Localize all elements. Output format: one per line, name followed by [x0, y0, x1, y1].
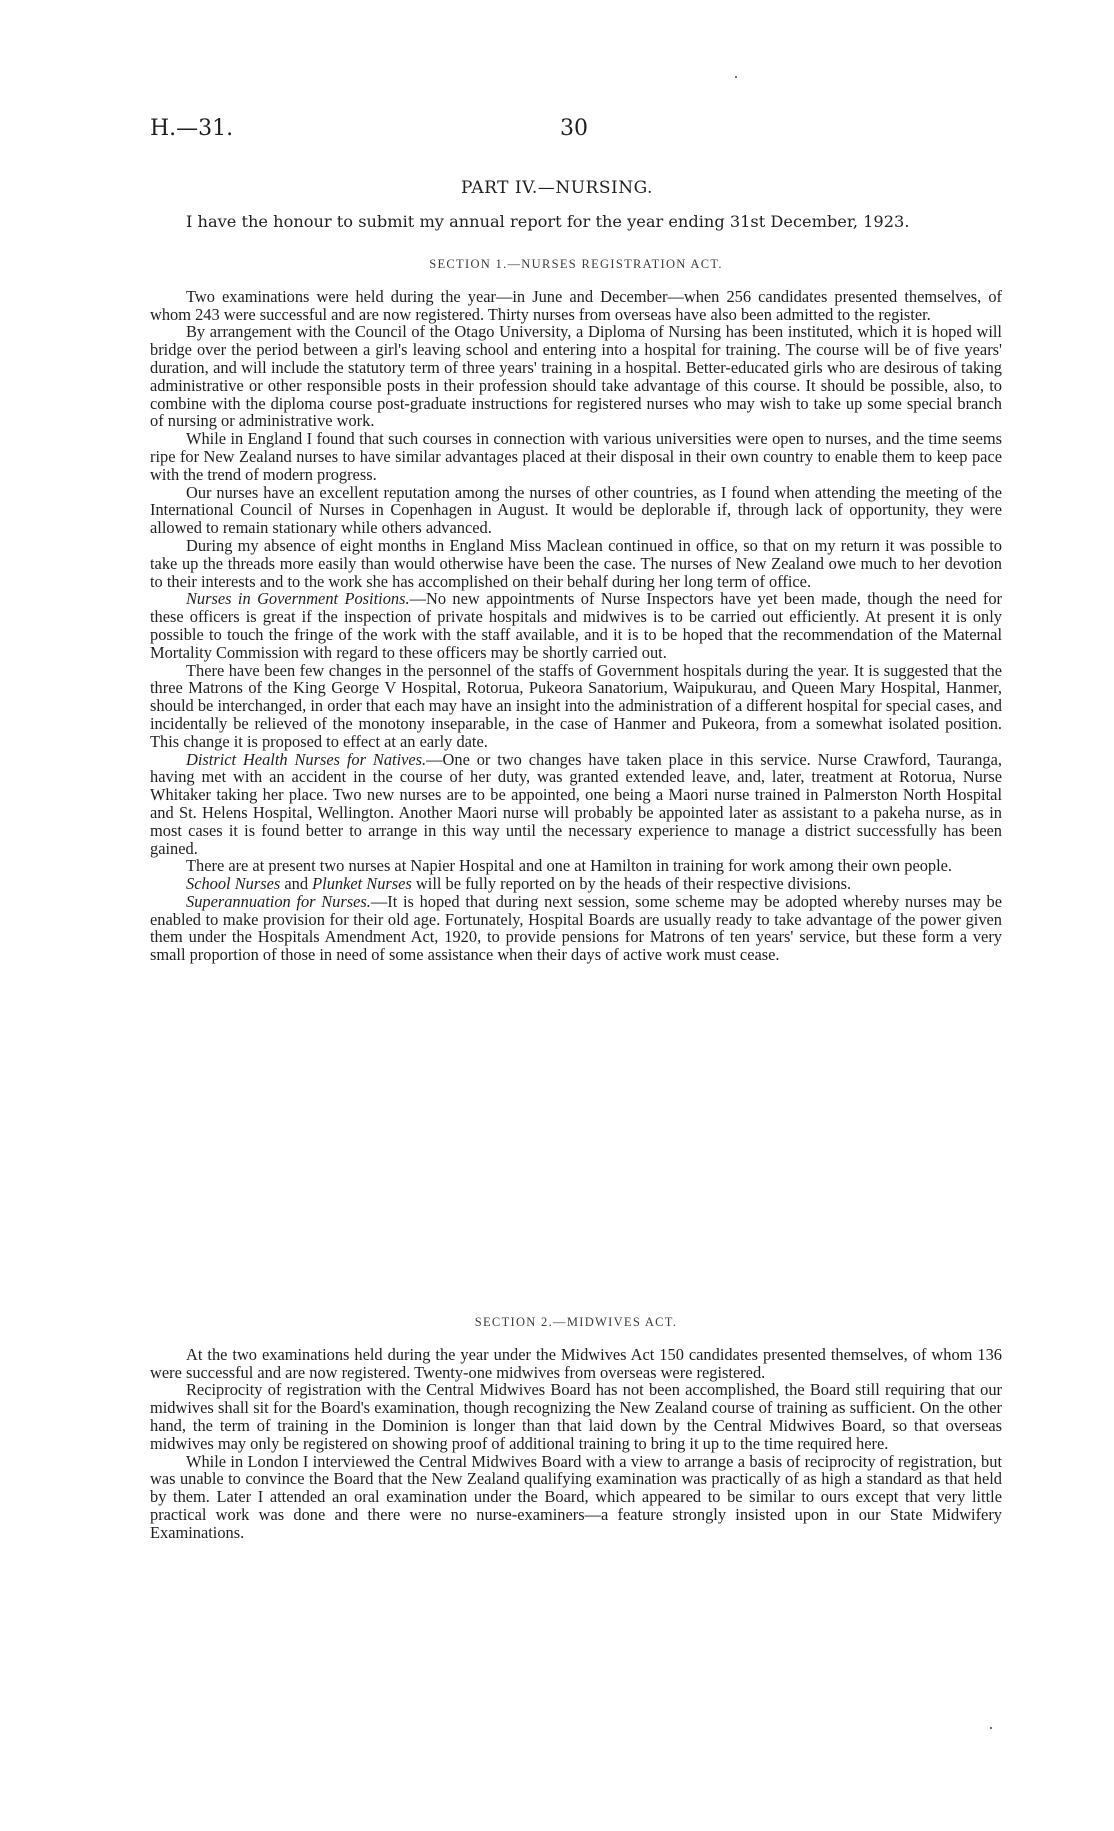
paragraph: While in London I interviewed the Central Midwives Board with a view to arrange a basis of reciprocity of registration, but was unable to convince the Board that the New Zealand qualifying examination was practically of as high a standard as that held by them. Later I attended an oral examination under the Board, which appeared to be similar to ours except that very little practical work was done and there were no nurse-examiners—a feature strongly insisted upon in our State Midwifery Examinations.	[150, 1451, 1002, 1542]
document-reference: H.—31.	[150, 116, 234, 141]
paragraph: There are at present two nurses at Napier Hospital and one at Hamilton in training for work among their own people.	[186, 856, 953, 876]
paragraph-text: will be fully reported on by the heads of their respective divisions.	[411, 874, 852, 894]
scan-speck	[735, 76, 737, 78]
subheading-italic: District Health Nurses for Natives.	[186, 749, 427, 769]
subheading-italic: School Nurses	[186, 874, 281, 894]
paragraph	[150, 590, 1002, 661]
paragraph	[150, 893, 1002, 964]
subheading-italic: Nurses in Government Positions.	[186, 589, 410, 609]
page-header	[150, 116, 1000, 146]
part-title: PART IV.—NURSING.	[461, 178, 653, 198]
paragraph: Reciprocity of registration with the Central Midwives Board has not been accomplished, the Board still requiring that our midwives shall sit for the Board's examination, though recognizing the New Zealand course of training as sufficient. On the other hand, the term of training in the Dominion is longer than that laid down by the Central Midwives Board, so that overseas midwives may only be registered on showing proof of additional training to bring it up to the time required here.	[150, 1380, 1002, 1453]
section-2	[150, 1314, 1002, 1542]
section-1	[150, 256, 1002, 964]
scan-speck	[990, 1727, 992, 1729]
page-number: 30	[560, 116, 588, 141]
paragraph: While in England I found that such courses in connection with various universities were open to nurses, and the time seems ripe for New Zealand nurses to have similar advantages placed at their disposal in their own country to enable them to keep pace with the trend of modern progress.	[150, 429, 1002, 484]
subheading-italic: Plunket Nurses	[312, 874, 412, 894]
paragraph: Two examinations were held during the year—in June and December—when 256 candidates presented themselves, of whom 243 were successful and are now registered. Thirty nurses from overseas have also been admitted to the register.	[150, 286, 1002, 324]
paragraph: At the two examinations held during the year under the Midwives Act 150 candidates presented themselves, of whom 136 were successful and are now registered. Twenty-one midwives from overseas were registered.	[150, 1344, 1002, 1382]
paragraph	[150, 751, 1002, 858]
intro-line: I have the honour to submit my annual report for the year ending 31st December, 1923.	[186, 212, 910, 231]
paragraph-text: —It is hoped that during next session, some scheme may be adopted whereby nurses may be enabled to make provision for their old age. Fortunately, Hospital Boards are usually ready to take advantage of the power given them under the Hospitals Amendment Act, 1920, to provide pensions for Matrons of ten years' service, but these form a very small proportion of those in need of some assistance when their days of active work must cease.	[150, 891, 1002, 965]
paragraph	[150, 875, 1002, 893]
paragraph: There have been few changes in the personnel of the staffs of Government hospitals during the year. It is suggested that the three Matrons of the King George V Hospital, Rotorua, Pukeora Sanatorium, Waipukurau, and Queen Mary Hospital, Hanmer, should be interchanged, in order that each may have an insight into the administration of a different hospital for special cases, and incidentally be relieved of the monotony inseparable, in the case of Hanmer and Pukeora, from a somewhat isolated position. This change it is proposed to effect at an early date.	[150, 660, 1002, 751]
paragraph: During my absence of eight months in England Miss Maclean continued in office, so that on my return it was possible to take up the threads more easily than would otherwise have been the case. The nurses of New Zealand owe much to her devotion to their interests and to the work she has accomplished on their behalf during her long term of office.	[150, 535, 1002, 591]
section-1-heading: SECTION 1.—NURSES REGISTRATION ACT.	[429, 257, 723, 271]
paragraph-text: —One or two changes have taken place in this service. Nurse Crawford, Tauranga, having met with an accident in the course of her duty, was granted extended leave, and, later, treatment at Rotorua, Nurse Whitaker taking her place. Two new nurses are to be appointed, one being a Maori nurse trained in Palmerston North Hospital and St. Helens Hospital, Wellington. Another Maori nurse will probably be appointed later as assistant to a pakeha nurse, as in most cases it is found better to arrange in this way until the necessary experience to manage a district successfully has been gained.	[150, 749, 1003, 858]
paragraph: Our nurses have an excellent reputation among the nurses of other countries, as I found when attending the meeting of the International Council of Nurses in Copenhagen in August. It would be deplorable if, through lack of opportunity, they were allowed to remain stationary while others advanced.	[150, 482, 1002, 538]
paragraph-text: and	[280, 874, 313, 894]
paragraph: By arrangement with the Council of the Otago University, a Diploma of Nursing has been instituted, which it is hoped will bridge over the period between a girl's leaving school and entering into a hospital for training. The course will be of five years' duration, and will include the statutory term of three years' training in a hospital. Better-educated girls who are desirous of taking administrative or other responsible posts in their profession should take advantage of this course. It should be possible, also, to combine with the diploma course post-graduate instructions for registered nurses who may wish to take up some special branch of nursing or administrative work.	[150, 322, 1002, 431]
paragraph-text: —No new appointments of Nurse Inspectors have yet been made, though the need for these officers is great if the inspection of private hospitals and midwives is to be carried out efficiently. At present it is only possible to touch the fringe of the work with the staff available, and it is to be hoped that the recommendation of the Maternal Mortality Commission with regard to these officers may be shortly carried out.	[150, 589, 1002, 662]
section-2-heading: SECTION 2.—MIDWIVES ACT.	[474, 1315, 678, 1329]
subheading-italic: Superannuation for Nurses.	[186, 891, 371, 911]
